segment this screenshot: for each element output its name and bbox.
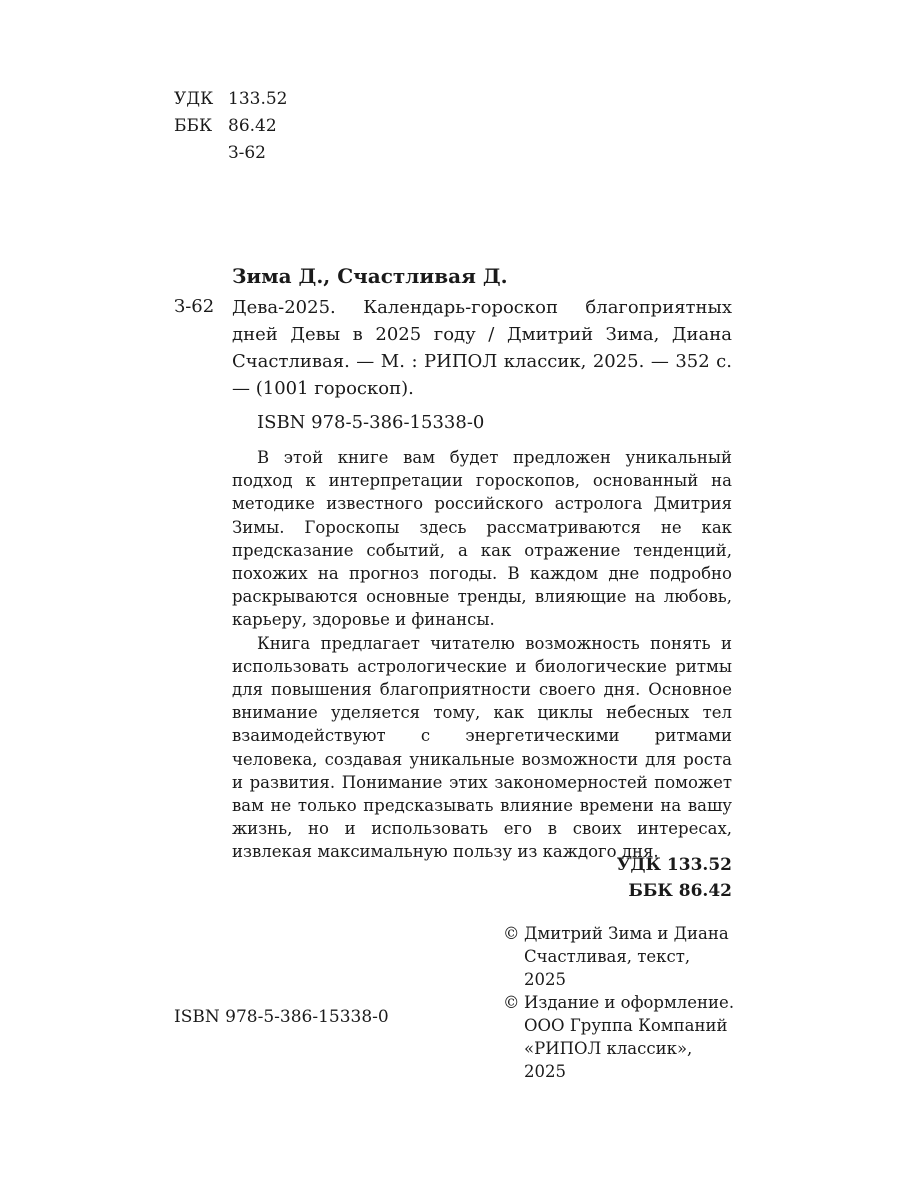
copyright-icon: © [503,924,520,943]
copyright-block [503,922,735,1083]
isbn-bottom: ISBN 978-5-386-15338-0 [174,1007,389,1027]
bibliographic-entry: Дева-2025. Календарь-гороскоп благоприятных дней Девы в 2025 году / Дмитрий Зима, Диана Счастливая. — М. : РИПОЛ классик, 2025. — 352 с. — (1001 гороскоп). [232,297,732,399]
author-mark-row [174,140,287,167]
copyright-design-line-3: «РИПОЛ классик», 2025 [524,1039,693,1081]
annotation [232,446,732,864]
bbk-value: 86.42 [228,116,277,136]
classification-block [617,852,732,904]
author-mark-top: З-62 [228,143,266,163]
author-heading: Зима Д., Счастливая Д. [232,264,508,288]
isbn-entry: ISBN 978-5-386-15338-0 [257,412,485,433]
author-mark: З-62 [174,296,215,317]
annotation-paragraph-2: Книга предлагает читателю возможность понять и использовать астрологические и биологические ритмы для повышения благоприятности своего дня. Основное внимание уделяется тому, как циклы небесных тел взаимодействуют с энергетическими ритмами человека, создавая уникальные возможности для роста и развития. Понимание этих закономерностей поможет вам не только предсказывать влияние времени на вашу жизнь, но и использовать его в своих интересах, извлекая максимальную пользу из каждого дня. [232,633,732,862]
top-classification-codes [174,86,287,167]
copyright-design-line-2: ООО Группа Компаний [524,1016,728,1035]
copyright-text-line-1: Дмитрий Зима и Диана [524,924,729,943]
annotation-paragraph-1: В этой книге вам будет предложен уникальный подход к интерпретации гороскопов, основанный на методике известного российского астролога Дмитрия Зимы. Гороскопы здесь рассматриваются не как предсказание событий, а как отражение тенденций, похожих на прогноз погоды. В каждом дне подробно раскрываются основные тренды, влияющие на любовь, карьеру, здоровье и финансы. [232,448,732,630]
udk-row [174,86,287,113]
copyright-design [503,991,735,1083]
bbk-code: ББК 86.42 [628,881,732,901]
udk-code: УДК 133.52 [616,855,732,875]
copyright-text [503,922,735,991]
copyright-icon: © [503,993,520,1012]
udk-value: 133.52 [228,89,288,109]
copyright-text-line-2: Счастливая, текст, 2025 [524,947,691,989]
copyright-design-line-1: Издание и оформление. [524,993,735,1012]
udk-label: УДК [174,89,214,109]
bbk-label: ББК [174,116,213,136]
bbk-row [174,113,287,140]
